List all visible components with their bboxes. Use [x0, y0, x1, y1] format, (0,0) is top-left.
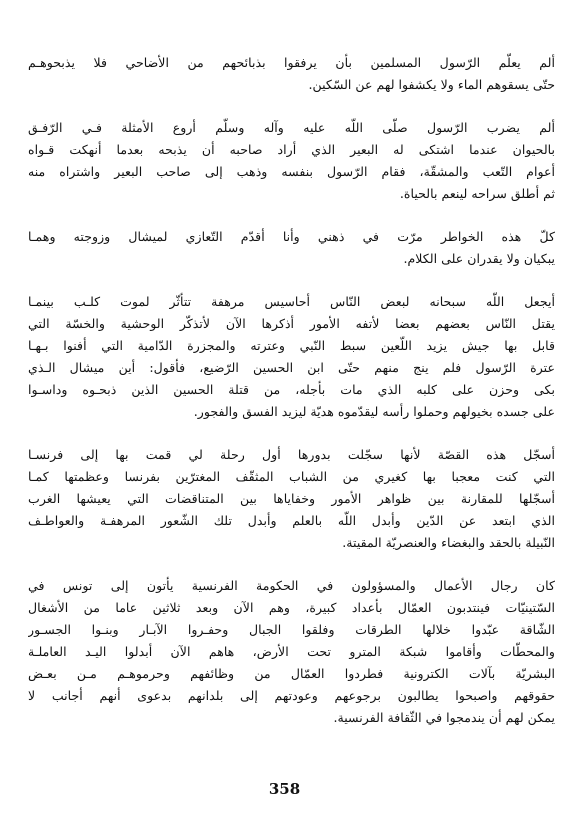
text-line: السّتينيّات فينتدبون العمّال بأعداد كبيرة، وهم الآن وبعد ثلاثين عاما من الأشغال: [28, 600, 555, 615]
text-line: كان رجال الأعمال والمسؤولون في الحكومة الفرنسية يأتون إلى تونس في: [28, 578, 555, 593]
text-line: بالحيوان عندما اشتكى له البعير الذي أراد صاحبه أن يذبحه بعدما أنهكت قـواه: [28, 142, 555, 157]
text-line: يبكيان ولا يقدران على الكلام.: [403, 251, 555, 266]
text-line: الشّاقة عبّدوا خلالها الطرقات وفلقوا الجبال وحفـروا الآبـار وبنـوا الجسـور: [28, 622, 555, 637]
text-line: يقتل النّاس بعضهم بعضا لأتفه الأمور أذكرها الآن لأتذكّر الوحشية والخسّة التي: [28, 316, 555, 331]
text-line: ثم أطلق سراحه لينعم بالحياة.: [399, 186, 555, 201]
text-line: حتّى يسقوهم الماء ولا يكشفوا لهم عن السّكين.: [308, 77, 555, 92]
text-line: البشريّة بآلات الكترونية فطردوا العمّال من وظائفهم وحرموهـم مـن بعـض: [28, 666, 555, 681]
text-line: يمكن لهم أن يندمجوا في الثّقافة الفرنسية.: [333, 710, 555, 725]
page-body: [28, 52, 555, 750]
text-line: الذي ابتعد عن الدّين وأبدل اللّه بالعلم وأبدل تلك الشّعور المرهفـة والعواطـف: [28, 513, 555, 528]
paragraph-6: [28, 575, 555, 729]
text-line: أسجّلها للمقارنة بين ظواهر الأمور وخفاياها بين المتناقضات التي يعيشها الغرب: [28, 491, 555, 506]
text-line: أعوام التّعب والمشقّة، فقام الرّسول بنفسه وذهب إلى صاحب البعير واشتراه منه: [28, 164, 555, 179]
paragraph-1: [28, 52, 555, 96]
text-line: على جسده بخيولهم وحملوا رأسه ليقدّموه هديّة ليزيد الفسق والفجور.: [193, 404, 555, 419]
text-line: أيجعل اللّه سبحانه لبعض النّاس أحاسيس مرهفة تتأثّر لموت كلـب بينمـا: [28, 294, 555, 309]
text-line: حقوقهم واصبحوا يطالبون برجوعهم وعودتهم إلى بلدانهم بدعوى أنهم أجانب لا: [28, 688, 555, 703]
page-number: 358: [268, 780, 301, 798]
text-line: النّبيلة بالحقد والبغضاء والعنصريّة المقيتة.: [342, 535, 555, 550]
paragraph-4: [28, 291, 555, 423]
text-line: بكى وحزن على كلبه الذي مات بأجله، من قتلة الحسين الذين ذبحـوه وداسـوا: [28, 382, 555, 397]
text-line: التي كنت معجبا بها كغيري من الشباب المثقّف المغترّين بفرنسا وعظمتها كمـا: [28, 469, 555, 484]
paragraph-2: [28, 117, 555, 205]
text-line: أسجّل هذه القصّة لأنها سجّلت بدورها أول رحلة لي قمت بها إلى فرنسـا: [28, 447, 555, 462]
text-line: قابل بها جيش يزيد اللّعين سبط النّبي وعترته والمجزرة الدّامية التي أفنوا بـهـا: [28, 338, 555, 353]
paragraph-5: [28, 444, 555, 554]
text-line: والمحطّات وأقاموا شبكة المترو تحت الأرض، هاهم الآن أبدلوا اليـد العاملـة: [28, 644, 555, 659]
paragraph-3: [28, 226, 555, 270]
text-line: ألم يعلّم الرّسول المسلمين بأن يرفقوا بذبائحهم من الأضاحي فلا يذبحوهـم: [28, 55, 555, 70]
text-line: عترة الرّسول فلم ينج منهم حتّى ابن الحسين الرّضيع، فأقول: أين ميشال الـذي: [28, 360, 555, 375]
text-line: ألم يضرب الرّسول صلّى اللّه عليه وآله وسلّم أروع الأمثلة فـي الرّفـق: [28, 120, 555, 135]
text-line: كلّ هذه الخواطر مرّت في ذهني وأنا أقدّم التّعازي لميشال وزوجته وهمـا: [28, 229, 555, 244]
